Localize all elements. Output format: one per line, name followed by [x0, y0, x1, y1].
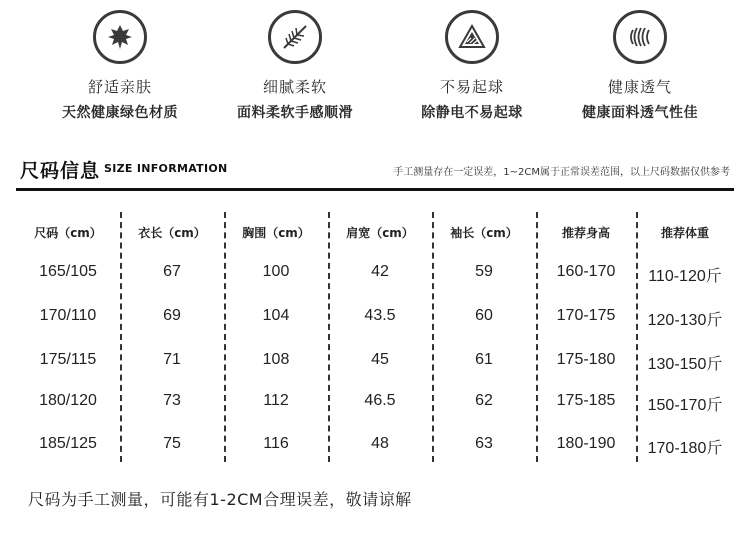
table-cell: 110-120斤 [648, 268, 722, 285]
size-info-title: 尺码信息 [20, 160, 101, 182]
table-cell: 116 [263, 435, 289, 452]
air-flow-icon [613, 10, 667, 64]
feature-row [0, 0, 750, 130]
feature-title: 不易起球 [439, 78, 504, 96]
table-cell: 42 [371, 263, 389, 280]
table-cell: 130-150斤 [647, 356, 723, 373]
table-cell: 46.5 [364, 392, 396, 409]
feather-icon [268, 10, 322, 64]
table-cell: 67 [163, 263, 181, 280]
column-header: 肩宽（cm） [346, 226, 414, 240]
table-column [120, 212, 224, 462]
table-cell: 170/110 [39, 307, 97, 324]
table-cell: 108 [262, 351, 290, 368]
table-cell: 104 [262, 307, 290, 324]
table-cell: 45 [371, 351, 389, 368]
table-cell: 71 [163, 351, 181, 368]
header-divider [16, 188, 734, 191]
feature-skin-friendly [30, 10, 210, 122]
table-cell: 170-175 [556, 307, 616, 324]
column-header: 胸围（cm） [242, 226, 310, 240]
column-header: 推荐体重 [660, 226, 709, 240]
table-column [432, 212, 536, 462]
table-cell: 61 [475, 351, 493, 368]
table-cell: 150-170斤 [647, 397, 723, 414]
table-column [636, 212, 734, 462]
table-cell: 100 [262, 263, 290, 280]
table-cell: 175/115 [39, 351, 97, 368]
table-cell: 170-180斤 [647, 440, 723, 457]
table-cell: 180-190 [556, 435, 616, 452]
size-info-note: 手工测量存在一定误差，1~2CM属于正常误差范围，以上尺码数据仅供参考 [393, 167, 730, 178]
table-cell: 165/105 [39, 263, 97, 280]
table-cell: 160-170 [556, 263, 616, 280]
table-cell: 180/120 [39, 392, 97, 409]
feature-breathable [550, 10, 730, 122]
footer-note: 尺码为手工测量，可能有1-2CM合理误差，敬请谅解 [28, 490, 412, 509]
table-cell: 112 [263, 392, 289, 409]
table-cell: 48 [371, 435, 389, 452]
feature-title: 舒适亲肤 [87, 78, 152, 96]
table-column [16, 212, 120, 462]
table-column [224, 212, 328, 462]
column-header: 袖长（cm） [450, 226, 518, 240]
feature-desc: 面料柔软手感顺滑 [237, 105, 353, 121]
table-cell: 175-185 [556, 392, 616, 409]
feature-desc: 天然健康绿色材质 [62, 105, 178, 121]
table-cell: 120-130斤 [647, 312, 723, 329]
table-cell: 73 [163, 392, 181, 409]
size-info-header [16, 156, 734, 186]
column-header: 尺码（cm） [34, 226, 102, 240]
size-table [16, 212, 734, 462]
table-cell: 175-180 [556, 351, 616, 368]
table-cell: 62 [475, 392, 493, 409]
feature-desc: 健康面料透气性佳 [582, 105, 698, 121]
table-cell: 60 [475, 307, 493, 324]
feature-anti-pilling [382, 10, 562, 122]
feature-desc: 除静电不易起球 [421, 105, 523, 121]
size-info-subtitle: SIZE INFORMATION [104, 162, 228, 175]
table-cell: 75 [163, 435, 181, 452]
table-cell: 185/125 [39, 435, 97, 452]
table-cell: 59 [475, 263, 493, 280]
pyramid-icon [445, 10, 499, 64]
feature-title: 健康透气 [607, 78, 672, 96]
leaf-icon [93, 10, 147, 64]
table-column [328, 212, 432, 462]
table-cell: 69 [163, 307, 181, 324]
feature-soft [205, 10, 385, 122]
column-header: 推荐身高 [561, 226, 610, 240]
column-header: 衣长（cm） [138, 226, 206, 240]
table-column [536, 212, 636, 462]
feature-title: 细腻柔软 [262, 78, 327, 96]
table-cell: 43.5 [364, 307, 396, 324]
table-cell: 63 [475, 435, 493, 452]
